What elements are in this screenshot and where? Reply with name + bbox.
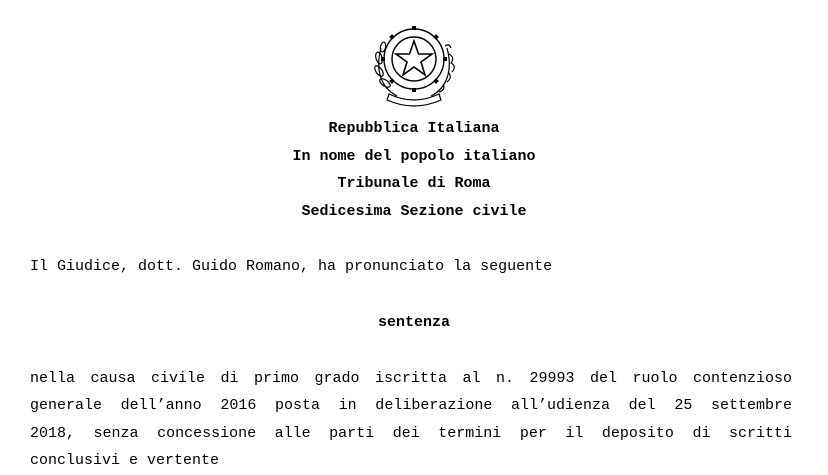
header-section: Sedicesima Sezione civile: [301, 203, 527, 220]
paragraph-line-4: conclusivi e vertente: [30, 452, 220, 469]
document-heading-sentenza: sentenza: [377, 314, 450, 331]
paragraph-line-3: 2018, senza concessione alle parti dei termini per il deposito di scritti: [30, 425, 792, 442]
header-court: Tribunale di Roma: [337, 175, 491, 192]
paragraph-line-1: nella causa civile di primo grado iscritta al n. 29993 del ruolo contenzioso: [30, 370, 792, 387]
intro-sentence: Il Giudice, dott. Guido Romano, ha pronunciato la seguente: [30, 258, 553, 275]
header-in-the-name-of-the-people: In nome del popolo italiano: [292, 148, 536, 165]
paragraph-line-2: generale dell’anno 2016 posta in deliberazione all’udienza del 25 settembre: [30, 397, 792, 414]
italian-republic-emblem-icon: [367, 14, 461, 108]
header-republic: Repubblica Italiana: [328, 120, 500, 137]
